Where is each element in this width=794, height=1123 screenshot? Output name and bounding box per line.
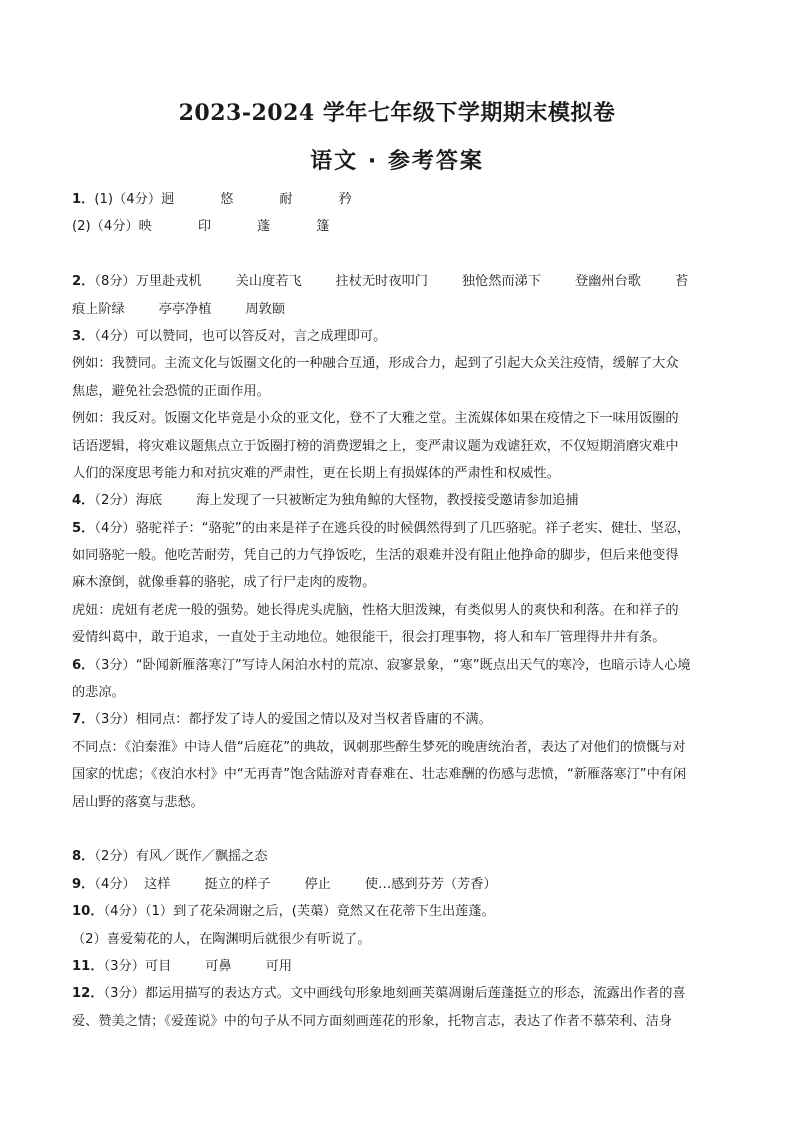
answer-q8: 8．（2分）有风／既作／飘摇之态 <box>72 849 268 865</box>
answer-q10-line1: 10．（4分）（1）到了花朵凋谢之后，(芙蕖）竟然又在花蒂下生出莲蓬。 <box>72 904 495 920</box>
answer-q1-part2: (2)（4分）映 印 蓬 篷 <box>72 219 330 235</box>
answer-q9: 9．（4分） 这样 挺立的样子 停止 使…感到芬芳（芳香） <box>72 876 497 892</box>
answer-q7-line: 居山野的落寞与悲愁。 <box>72 794 204 810</box>
answer-q2-line2: 痕上阶绿 亭亭净植 周敦颐 <box>72 301 286 317</box>
answer-q10-line2: （2）喜爱菊花的人，在陶渊明后就很少有听说了。 <box>72 931 371 947</box>
answer-q3-lead: 3．（4分）可以赞同，也可以答反对，言之成理即可。 <box>72 328 387 344</box>
answer-q4: 4．（2分）海底 海上发现了一只被断定为独角鲸的大怪物，教授接受邀请参加追捕 <box>72 493 579 509</box>
answer-q6-line: 的悲凉。 <box>72 685 125 701</box>
answer-q12-line: 12．（3分）都运用描写的表达方式。文中画线句形象地刻画芙蕖凋谢后莲蓬挺立的形态，流露出作者的喜 <box>72 986 686 1002</box>
question-number: 12． <box>72 986 104 1002</box>
question-number: 11． <box>72 958 104 974</box>
answer-q3-example1: 焦虑，避免社会恐慌的正面作用。 <box>72 383 270 399</box>
question-number: 2． <box>72 274 95 290</box>
answer-body <box>72 186 722 1035</box>
question-number: 6． <box>72 657 95 673</box>
answer-q5-line: 5．（4分）骆驼祥子：“骆驼”的由来是祥子在逃兵役的时候偶然得到了几匹骆驼。祥子老实、健壮、坚忍， <box>72 520 691 536</box>
answer-q12-line: 爱、赞美之情；《爱莲说》中的句子从不同方面刻画莲花的形象，托物言志，表达了作者不慕荣利、洁身 <box>72 1013 673 1029</box>
answer-q3-example2: 例如：我反对。饭圈文化毕竟是小众的亚文化，登不了大雅之堂。主流媒体如果在疫情之下一味用饭圈的 <box>72 411 679 427</box>
answer-q7-line: 7．（3分）相同点：都抒发了诗人的爱国之情以及对当权者昏庸的不满。 <box>72 712 492 728</box>
answer-q2-line1: 2．（8分）万里赴戎机 关山度若飞 拄杖无时夜叩门 独怆然而涕下 登幽州台歌 苔 <box>72 274 689 290</box>
page-subtitle: 语文 · 参考答案 <box>310 149 484 174</box>
answer-q3-example1: 例如：我赞同。主流文化与饭圈文化的一种融合互通，形成合力，起到了引起大众关注疫情，缓解了大众 <box>72 356 679 372</box>
question-number: 8． <box>72 849 95 865</box>
question-number: 3． <box>72 328 95 344</box>
answer-q7-line: 不同点：《泊秦淮》中诗人借“后庭花”的典故，讽刺那些醉生梦死的晚唐统治者，表达了对他们的愤慨与对 <box>72 739 686 755</box>
question-number: 1． <box>72 192 95 207</box>
question-number: 4． <box>72 493 95 509</box>
answer-q3-example2: 话语逻辑，将灾难议题焦点立于饭圈打榜的消费逻辑之上，变严肃议题为戏谑狂欢，不仅短期消磨灾难中 <box>72 438 679 454</box>
answer-q5-line: 麻木潦倒，就像垂暮的骆驼，成了行尸走肉的废物。 <box>72 575 376 591</box>
answer-q5-line: 爱情纠葛中，敢于追求，一直处于主动地位。她很能干，很会打理事物，将人和车厂管理得井井有条。 <box>72 630 666 646</box>
question-number: 5． <box>72 520 95 536</box>
answer-q6-line: 6．（3分）“卧闻新雁落寒汀”写诗人闲泊水村的荒凉、寂寥景象，“寒”既点出天气的寒冷，也暗示诗人心境 <box>72 657 691 673</box>
answer-q5-line: 如同骆驼一般。他吃苦耐劳，凭自己的力气挣饭吃，生活的艰难并没有阻止他挣命的脚步，但后来他变得 <box>72 548 679 564</box>
question-number: 9． <box>72 876 95 892</box>
page-title: 2023-2024 学年七年级下学期期末模拟卷 <box>178 100 616 126</box>
answer-q5-line: 虎妞：虎妞有老虎一般的强势。她长得虎头虎脑，性格大胆泼辣，有类似男人的爽快和利落。在和祥子的 <box>72 602 679 618</box>
answer-q1-part1: 1．(1)（4分）迥 悠 耐 矜 <box>72 192 352 207</box>
question-number: 7． <box>72 712 95 728</box>
answer-q3-example2: 人们的深度思考能力和对抗灾难的严肃性，更在长期上有损媒体的严肃性和权威性。 <box>72 465 560 481</box>
answer-q7-line: 国家的忧虑；《夜泊水村》中“无再青”饱含陆游对青春难在、壮志难酬的伤感与悲愤，“新雁落寒汀”中有闲 <box>72 767 687 783</box>
answer-q11: 11．（3分）可目 可鼻 可用 <box>72 958 293 974</box>
question-number: 10． <box>72 904 104 920</box>
